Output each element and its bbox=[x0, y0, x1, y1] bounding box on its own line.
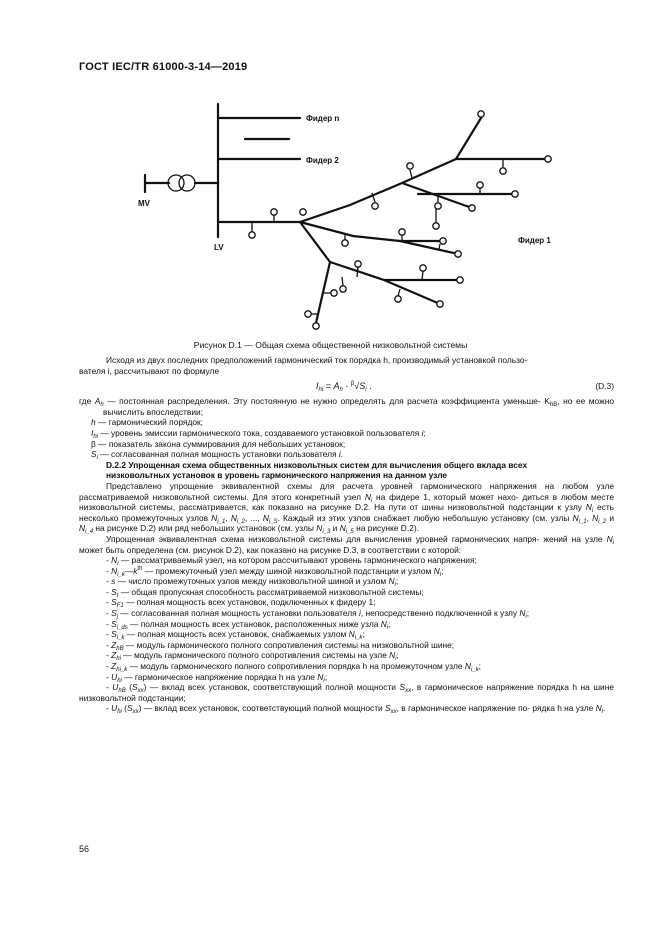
body-text bbox=[79, 355, 614, 714]
equation-number: (D.3) bbox=[595, 381, 614, 392]
load-node-icon bbox=[372, 203, 378, 209]
lv-label: LV bbox=[214, 243, 224, 252]
list-item: - $Z_{hB}$ — модуль гармонического полного сопротивления системы на низковольтной шине; bbox=[106, 639, 455, 652]
load-node-icon bbox=[478, 111, 484, 117]
load-node-icon bbox=[271, 209, 277, 215]
list-item: - $U_{hi}$ — гармоническое напряжение порядка h на узле $N_i$; bbox=[106, 671, 328, 684]
feeder-1-branch bbox=[300, 222, 443, 241]
load-node-icon bbox=[457, 277, 463, 283]
definition-si: $S_i$ — согласованная полная мощность установки пользователя i. bbox=[91, 449, 344, 462]
list-item: - $S_{i\_ds}$ — полная мощность всех установок, расположенных ниже узла $N_i$; bbox=[106, 618, 391, 631]
network-diagram bbox=[0, 0, 661, 345]
definition-ihi: $I_{hi}$ — уровень эмиссии гармонического тока, создаваемого установкой пользователя i; bbox=[91, 427, 426, 440]
load-node-icon bbox=[435, 203, 441, 209]
equation-row bbox=[79, 378, 614, 396]
mv-label: MV bbox=[138, 199, 150, 208]
list-item: - $S_{i\_k}$ — полная мощность всех установок, снабжаемых узлом $N_{i\_k}$; bbox=[106, 629, 365, 642]
load-node-icon bbox=[433, 223, 439, 229]
equation: $I_{hi} = A_h \cdot ^\beta√S_i$ . bbox=[316, 381, 372, 394]
list-item: - $S_t$ — общая пропускная способность рассматриваемой низковольтной системы; bbox=[106, 586, 424, 599]
page-number: 56 bbox=[79, 844, 90, 854]
load-node-icon bbox=[437, 301, 443, 307]
list-item: - $N_{i\_k}—k^{th}$ — промежуточный узел между шиной низковольтной подстанции и узлом $N_i$; bbox=[106, 565, 444, 578]
feeder-1-label: Фидер 1 bbox=[518, 236, 551, 245]
paragraph: Представлено упрощение эквивалентной схемы для расчета уровней гармонического напряжения на любом узле рассматриваемой низковольтной системы. Для этого конкретный узел $N_i$ на фидере 1, который может нахо- диться в любом месте низковольтной системы, рассматривается, как показано на рисунке D.2. На пути от шины низковольтной подстанции к узлу $N_i$ есть несколько промежуточных узлов $N_{i\_1}$, $N_{i\_2}$, ..., $N_{i\_S}$. Каждый из этих узлов снабжает любую небольшую установку (см. узлы $N_{i\_1}$, $N_{i\_2}$ и $N_{i\_4}$ на рисунке D.2) или ряд небольших установок (см. узлы $N_{i\_3}$ и $N_{i\_5}$ на рисунке D.2). bbox=[79, 480, 615, 536]
paragraph: Упрощенная эквивалентная схема низковольтной системы для вычисления уровней гармонических напря- жений на узле $N_i$ может быть определена (см. рисунок D.2), как показано на рисунке D.3, в соответствии с которой: bbox=[79, 533, 615, 555]
load-node-icon bbox=[469, 205, 475, 211]
section-title: низковольтных установок в уровень гармонического напряжения на данном узле bbox=[106, 470, 448, 481]
feeder-2-label: Фидер 2 bbox=[306, 156, 339, 165]
figure-caption: Рисунок D.1 — Общая схема общественной низковольтной системы bbox=[193, 340, 468, 350]
load-node-icon bbox=[395, 296, 401, 302]
list-item: - $S_j$ — согласованная полная мощность установки пользователя i, непосредственно подключенной к узлу $N_i$; bbox=[106, 608, 530, 621]
load-node-icon bbox=[477, 182, 483, 188]
load-node-icon bbox=[399, 229, 405, 235]
load-node-icon bbox=[440, 238, 446, 244]
load-node-icon bbox=[300, 209, 306, 215]
load-node-icon bbox=[500, 168, 506, 174]
definition-ah: где $A_h$ — постоянная распределения. Эту постоянную не нужно определять для расчета коэффициента уменьше- $K_{hB}$, но ее можно вычислить впоследствии; bbox=[79, 396, 614, 417]
list-item: - $S_{F1}$ — полная мощность всех установок, подключенных к фидеру 1; bbox=[106, 597, 376, 610]
load-node-icon bbox=[420, 265, 426, 271]
feeder-1-branch bbox=[300, 222, 440, 304]
list-item: - $Z_{hi\_k}$ — модуль гармонического полного сопротивления порядка h на промежуточном узле $N_{i\_k}$; bbox=[106, 661, 481, 674]
load-node-icon bbox=[331, 290, 337, 296]
transformer-winding-icon bbox=[179, 175, 195, 191]
load-node-icon bbox=[407, 163, 413, 169]
intro-line: вателя i, рассчитывают по формуле bbox=[79, 365, 220, 376]
list-item: - s — число промежуточных узлов между низковольтной шиной и узлом $N_i$; bbox=[106, 576, 399, 589]
list-item: - $U_{hi}$ $(S_{xx})$ — вклад всех установок, соответствующий полной мощности $S_{xx}$, в гармоническое напряжение по- рядка h на узле $N_i$. bbox=[106, 703, 606, 716]
intro-line: Исходя из двух последних предположений гармонический ток порядка h, производимый установкой пользо- bbox=[106, 355, 528, 365]
load-node-icon bbox=[455, 251, 461, 257]
definition-beta: β — показатель закона суммирования для небольших установок; bbox=[91, 438, 346, 449]
load-node-icon bbox=[545, 156, 551, 162]
list-item: - $N_i$ — рассматриваемый узел, на котором рассчитывают уровень гармонического напряжения; bbox=[106, 555, 477, 568]
document-header: ГОСТ IEC/TR 61000-3-14—2019 bbox=[79, 61, 248, 73]
definition-h: h — гармонический порядок; bbox=[91, 417, 203, 428]
load-node-icon bbox=[249, 232, 255, 238]
list-item: - $Z_{hi}$ — модуль гармонического полного сопротивления системы на узле $N_i$; bbox=[106, 650, 399, 663]
feeder-n-label: Фидер n bbox=[306, 114, 340, 123]
list-item: - $U_{hB}$ $(S_{xx})$ — вклад всех установок, соответствующий полной мощности $S_{xx}$, в гармоническое напряжение порядка h на шине низковольтной подстанции; bbox=[79, 682, 615, 703]
load-node-icon bbox=[355, 261, 361, 267]
section-title: D.2.2 Упрощенная схема общественных низковольтных систем для вычисления общего вклада всех bbox=[106, 459, 528, 470]
load-node-icon bbox=[305, 311, 311, 317]
load-node-icon bbox=[313, 323, 319, 329]
load-node-icon bbox=[512, 191, 518, 197]
load-node-icon bbox=[340, 286, 346, 292]
feeder-1-branch bbox=[400, 241, 458, 254]
load-node-icon bbox=[342, 240, 348, 246]
